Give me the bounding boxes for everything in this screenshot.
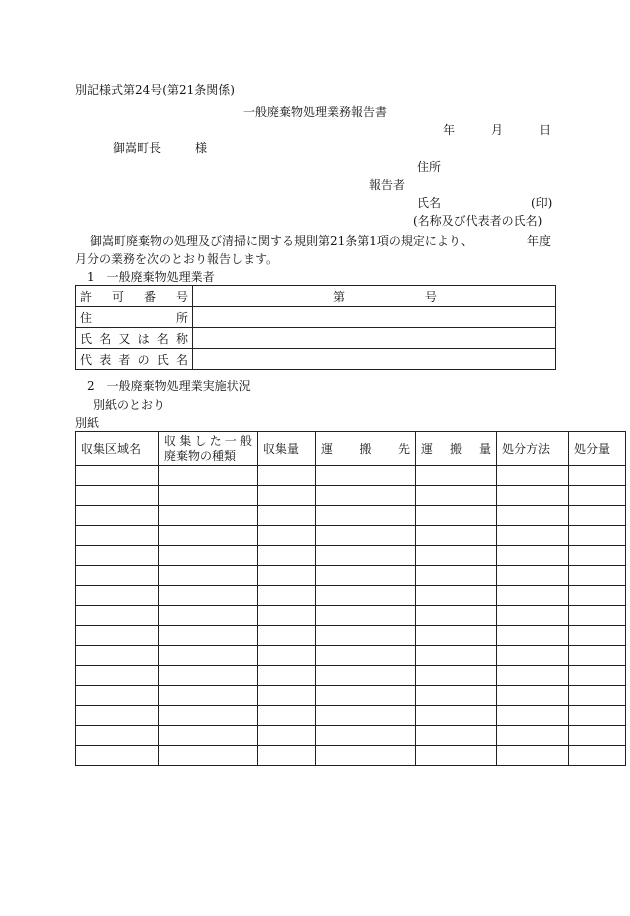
table-cell[interactable] [497, 706, 569, 726]
table-cell[interactable] [569, 566, 626, 586]
table-cell[interactable] [569, 666, 626, 686]
table-cell[interactable] [569, 746, 626, 766]
table-cell[interactable] [497, 586, 569, 606]
table-cell[interactable] [159, 526, 258, 546]
table-cell[interactable] [159, 726, 258, 746]
table-cell[interactable] [316, 566, 416, 586]
table-cell[interactable] [569, 606, 626, 626]
column-header-disposal-method: 処分方法 [497, 432, 569, 466]
table-cell[interactable] [569, 486, 626, 506]
table-cell[interactable] [258, 706, 316, 726]
table-cell[interactable] [416, 626, 497, 646]
table-cell[interactable] [416, 506, 497, 526]
table-cell[interactable] [497, 506, 569, 526]
table-cell[interactable] [497, 546, 569, 566]
table-cell[interactable] [76, 626, 159, 646]
table-cell[interactable] [159, 466, 258, 486]
representative-field[interactable] [193, 349, 556, 370]
table-cell[interactable] [416, 466, 497, 486]
table-cell[interactable] [159, 486, 258, 506]
table-cell[interactable] [497, 646, 569, 666]
table-cell[interactable] [316, 666, 416, 686]
name-label: 氏 名 又 は 名 称 [76, 328, 193, 349]
appendix-table [75, 431, 626, 766]
table-cell[interactable] [569, 546, 626, 566]
table-cell[interactable] [159, 566, 258, 586]
table-row [76, 706, 626, 726]
table-cell[interactable] [497, 526, 569, 546]
table-cell[interactable] [258, 646, 316, 666]
table-cell[interactable] [569, 586, 626, 606]
appendix-table-body [76, 466, 626, 766]
table-cell[interactable] [258, 506, 316, 526]
body-text-line2: 月分の業務を次のとおり報告します。 [75, 252, 279, 266]
table-cell[interactable] [159, 746, 258, 766]
table-cell[interactable] [416, 686, 497, 706]
table-cell[interactable] [497, 626, 569, 646]
table-cell[interactable] [569, 626, 626, 646]
table-cell[interactable] [258, 626, 316, 646]
table-cell[interactable] [76, 706, 159, 726]
table-cell[interactable] [159, 506, 258, 526]
table-cell[interactable] [159, 646, 258, 666]
table-cell[interactable] [316, 546, 416, 566]
table-cell[interactable] [76, 666, 159, 686]
table-cell[interactable] [258, 566, 316, 586]
table-cell[interactable] [416, 746, 497, 766]
table-cell[interactable] [416, 486, 497, 506]
column-header-collected-amount: 収集量 [258, 432, 316, 466]
table-row [76, 586, 626, 606]
address-field[interactable] [193, 307, 556, 328]
date-year-label: 年 [443, 123, 456, 137]
table-cell[interactable] [416, 526, 497, 546]
table-cell[interactable] [76, 506, 159, 526]
table-row [76, 349, 556, 370]
table-cell[interactable] [316, 466, 416, 486]
date-day-label: 日 [539, 123, 552, 137]
table-row [76, 626, 626, 646]
table-cell[interactable] [76, 686, 159, 706]
table-cell[interactable] [569, 526, 626, 546]
column-header-transport-amount: 運 搬 量 [416, 432, 497, 466]
table-cell[interactable] [76, 526, 159, 546]
table-cell[interactable] [76, 566, 159, 586]
permit-number-label: 許 可 番 号 [76, 286, 193, 307]
table-cell[interactable] [497, 606, 569, 626]
table-cell[interactable] [416, 706, 497, 726]
permit-number-suffix: 号 [424, 289, 437, 304]
table-cell[interactable] [258, 686, 316, 706]
table-cell[interactable] [258, 746, 316, 766]
table-cell[interactable] [316, 726, 416, 746]
table-cell[interactable] [316, 586, 416, 606]
table-cell[interactable] [569, 466, 626, 486]
table-row [76, 646, 626, 666]
appendix-label: 別紙 [75, 416, 100, 430]
table-cell[interactable] [159, 666, 258, 686]
representative-label: 代 表 者 の 氏 名 [76, 349, 193, 370]
table-cell[interactable] [316, 626, 416, 646]
section2-heading: 2 一般廃棄物処理業実施状況 [87, 379, 251, 393]
body-text-line1: 御嵩町廃棄物の処理及び清掃に関する規則第21条第1項の規定により、 [90, 234, 473, 248]
addressee-honorific: 様 [195, 141, 208, 155]
permit-number-field[interactable] [193, 286, 556, 307]
table-row [76, 666, 626, 686]
table-row [76, 328, 556, 349]
table-cell[interactable] [159, 706, 258, 726]
section1-heading: 1 一般廃棄物処理業者 [87, 270, 215, 284]
table-cell[interactable] [159, 686, 258, 706]
table-cell[interactable] [416, 666, 497, 686]
seal-label: (印) [531, 196, 553, 210]
document-title: 一般廃棄物処理業務報告書 [243, 105, 388, 119]
table-cell[interactable] [76, 586, 159, 606]
table-row [76, 286, 556, 307]
table-cell[interactable] [316, 706, 416, 726]
table-cell[interactable] [258, 546, 316, 566]
date-month-label: 月 [491, 123, 504, 137]
table-cell[interactable] [258, 606, 316, 626]
table-row [76, 486, 626, 506]
column-header-disposal-amount: 処分量 [569, 432, 626, 466]
table-row [76, 606, 626, 626]
section2-note: 別紙のとおり [93, 398, 166, 412]
reporter-name-label: 氏名 [417, 196, 442, 210]
table-cell[interactable] [159, 606, 258, 626]
table-cell[interactable] [569, 686, 626, 706]
table-cell[interactable] [316, 646, 416, 666]
table-row [76, 307, 556, 328]
table-cell[interactable] [258, 466, 316, 486]
table-cell[interactable] [497, 486, 569, 506]
table-cell[interactable] [258, 586, 316, 606]
table-row [76, 546, 626, 566]
table-cell[interactable] [316, 526, 416, 546]
table-cell[interactable] [76, 466, 159, 486]
table-cell[interactable] [76, 486, 159, 506]
table-row [76, 746, 626, 766]
table-header-row [76, 432, 626, 466]
table-cell[interactable] [416, 726, 497, 746]
table-cell[interactable] [258, 666, 316, 686]
table-row [76, 726, 626, 746]
column-header-destination: 運 搬 先 [316, 432, 416, 466]
table-row [76, 526, 626, 546]
body-text-year: 年度 [527, 234, 552, 248]
table-cell[interactable] [497, 666, 569, 686]
reporter-name-note: (名称及び代表者の氏名) [413, 214, 543, 228]
table-cell[interactable] [76, 606, 159, 626]
table-cell[interactable] [76, 546, 159, 566]
table-cell[interactable] [497, 566, 569, 586]
table-cell[interactable] [316, 506, 416, 526]
table-cell[interactable] [316, 746, 416, 766]
address-label: 住 所 [76, 307, 193, 328]
table-cell[interactable] [159, 626, 258, 646]
addressee-name: 御嵩町長 [113, 141, 162, 155]
table-cell[interactable] [258, 526, 316, 546]
table-row [76, 566, 626, 586]
table-cell[interactable] [258, 726, 316, 746]
column-header-area: 収集区域名 [76, 432, 159, 466]
table-row [76, 686, 626, 706]
table-cell[interactable] [497, 726, 569, 746]
table-cell[interactable] [569, 646, 626, 666]
table-cell[interactable] [416, 606, 497, 626]
table-cell[interactable] [569, 506, 626, 526]
table-row [76, 466, 626, 486]
table-cell[interactable] [316, 486, 416, 506]
column-header-waste-type: 収 集 し た 一 般 廃棄物の種類 [159, 432, 258, 466]
table-cell[interactable] [497, 746, 569, 766]
table-cell[interactable] [416, 546, 497, 566]
table-cell[interactable] [316, 686, 416, 706]
table-cell[interactable] [76, 746, 159, 766]
table-cell[interactable] [497, 466, 569, 486]
name-field[interactable] [193, 328, 556, 349]
permit-number-prefix: 第 [333, 289, 346, 304]
table-cell[interactable] [416, 646, 497, 666]
table-cell[interactable] [416, 586, 497, 606]
table-cell[interactable] [497, 686, 569, 706]
table-cell[interactable] [76, 646, 159, 666]
table-cell[interactable] [569, 726, 626, 746]
table-cell[interactable] [159, 586, 258, 606]
permit-info-table [75, 285, 556, 370]
table-cell[interactable] [569, 706, 626, 726]
table-cell[interactable] [416, 566, 497, 586]
table-cell[interactable] [159, 546, 258, 566]
reporter-address-label: 住所 [417, 160, 442, 174]
table-row [76, 506, 626, 526]
form-number: 別記様式第24号(第21条関係) [75, 83, 235, 97]
table-cell[interactable] [76, 726, 159, 746]
table-cell[interactable] [316, 606, 416, 626]
table-cell[interactable] [258, 486, 316, 506]
reporter-label: 報告者 [369, 178, 406, 192]
